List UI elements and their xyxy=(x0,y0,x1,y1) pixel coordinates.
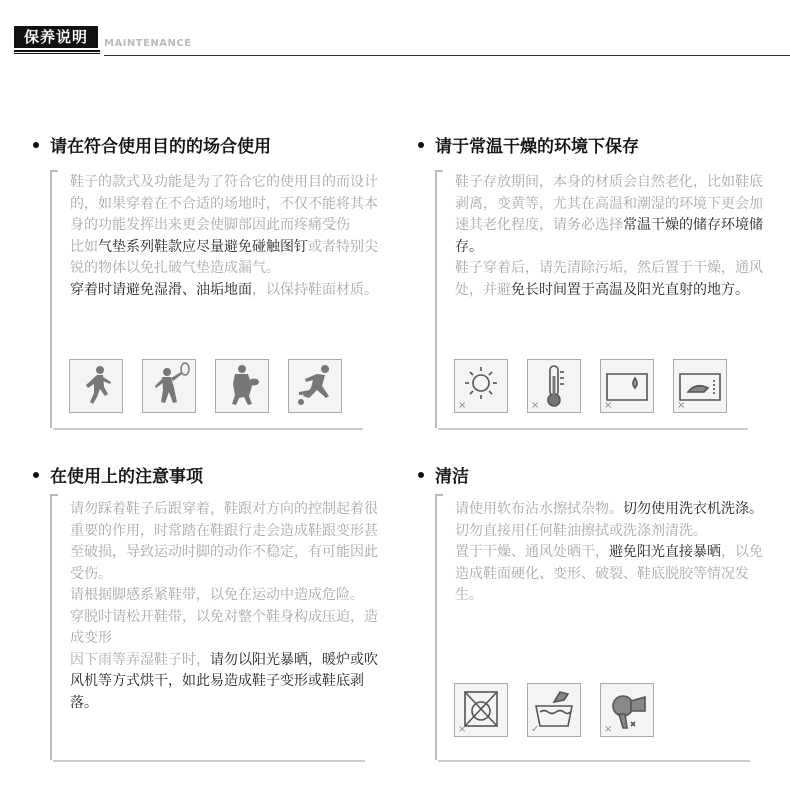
section-body xyxy=(70,499,380,714)
emphasis-text: 切勿使用洗衣机洗涤。 xyxy=(623,501,763,517)
emphasis-text: 避免阳光直接暴晒 xyxy=(609,544,721,560)
section-title: 清洁 xyxy=(418,462,469,487)
body-text: 请根据脚感系紧鞋带，以免在运动中造成危险。 xyxy=(70,587,364,603)
frame-bottom-border xyxy=(53,760,365,762)
emphasis-text: 常温干燥的储存环境储存。 xyxy=(455,217,763,255)
no-machine-wash-icon: × xyxy=(454,683,508,737)
body-text: ，以免造成鞋面硬化、变形、破裂、鞋底脱胶等情况发生。 xyxy=(455,544,763,603)
paragraph xyxy=(70,280,380,302)
paragraph xyxy=(455,258,765,301)
body-text: 鞋子穿着后，请先清除污垢，然后置于干燥，通风处，并避 xyxy=(455,260,763,298)
section-body xyxy=(455,499,765,607)
frame-left-border xyxy=(435,170,437,428)
paragraph xyxy=(70,650,380,715)
body-text: 请勿踩着鞋子后跟穿着，鞋跟对方向的控制起着很重要的作用，时常踏在鞋跟行走会造成鞋跟变形甚至破损，导致运动时脚的动作不稳定，有可能因此受伤。 xyxy=(70,501,378,582)
emphasis-text: 请勿以阳光暴晒，暖炉或吹风机等方式烘干，如此易造成鞋子变形或鞋底剥落。 xyxy=(70,651,378,711)
body-text: 置于干燥、通风处晒干， xyxy=(455,544,609,560)
title-underline xyxy=(14,50,100,54)
bullet-dot xyxy=(33,472,39,478)
bullet-dot xyxy=(418,472,424,478)
humidity-icon: × xyxy=(600,359,654,413)
dry-icon: × xyxy=(673,359,727,413)
section-body xyxy=(70,172,380,301)
no-hairdryer-icon: × xyxy=(600,683,654,737)
header xyxy=(12,26,790,58)
paragraph xyxy=(455,542,765,607)
page-subtitle: MAINTENANCE xyxy=(104,38,192,49)
frame-left-border xyxy=(435,494,437,760)
paragraph xyxy=(70,237,380,280)
header-rule xyxy=(104,55,790,56)
body-text: 鞋子存放期间，本身的材质会自然老化，比如鞋底剥离，变黄等，尤其在高温和潮湿的环境下更会加速其老化程度，请务必选择 xyxy=(455,174,763,233)
football-icon xyxy=(215,359,269,413)
body-text: 切勿直接用任何鞋油擦拭或洗涤剂清洗。 xyxy=(455,522,707,539)
hand-wash-icon: ✓ xyxy=(527,683,581,737)
paragraph xyxy=(455,499,765,542)
frame-bottom-border xyxy=(438,428,748,430)
section-title: 请于常温干燥的环境下保存 xyxy=(418,132,639,157)
section-title: 在使用上的注意事项 xyxy=(33,462,203,487)
frame-left-border xyxy=(50,494,52,760)
emphasis-text: 免长时间置于高温及阳光直射的地方。 xyxy=(511,281,749,298)
thermometer-icon: × xyxy=(527,359,581,413)
frame-bottom-border xyxy=(438,760,750,762)
soccer-icon xyxy=(288,359,342,413)
body-text: 因下雨等弄湿鞋子时， xyxy=(70,651,210,668)
section-body xyxy=(455,172,765,301)
emphasis-text: 气垫系列鞋款应尽量避免碰触图钉 xyxy=(98,238,308,255)
icon-row xyxy=(454,683,654,737)
bullet-dot xyxy=(418,142,424,148)
sun-icon: × xyxy=(454,359,508,413)
body-text: 穿脱时请松开鞋带，以免对整个鞋身构成压迫，造成变形 xyxy=(70,608,378,646)
body-text: 请使用软布沾水擦拭杂物。 xyxy=(455,501,623,517)
paragraph xyxy=(70,607,380,650)
body-text: 鞋子的款式及功能是为了符合它的使用目的而设计的，如果穿着在不合适的场地时，不仅不能将其本身的功能发挥出来更会使脚部因此而疼痛受伤 xyxy=(70,174,378,233)
paragraph xyxy=(70,585,380,607)
page-title: 保养说明 xyxy=(14,26,98,48)
icon-row xyxy=(454,359,727,413)
frame-bottom-border xyxy=(53,428,363,430)
body-text: 比如 xyxy=(70,238,98,255)
running-icon xyxy=(69,359,123,413)
tennis-icon xyxy=(142,359,196,413)
body-text: 或者特别尖锐的物体以免扎破气垫造成漏气。 xyxy=(70,238,378,276)
section-title: 请在符合使用目的的场合使用 xyxy=(33,132,271,157)
paragraph xyxy=(70,172,380,237)
emphasis-text: 穿着时请避免湿滑、油垢地面 xyxy=(70,281,252,298)
icon-row xyxy=(69,359,342,413)
paragraph xyxy=(455,172,765,258)
paragraph xyxy=(70,499,380,585)
frame-left-border xyxy=(50,170,52,428)
body-text: ，以保持鞋面材质。 xyxy=(252,281,378,298)
bullet-dot xyxy=(33,142,39,148)
